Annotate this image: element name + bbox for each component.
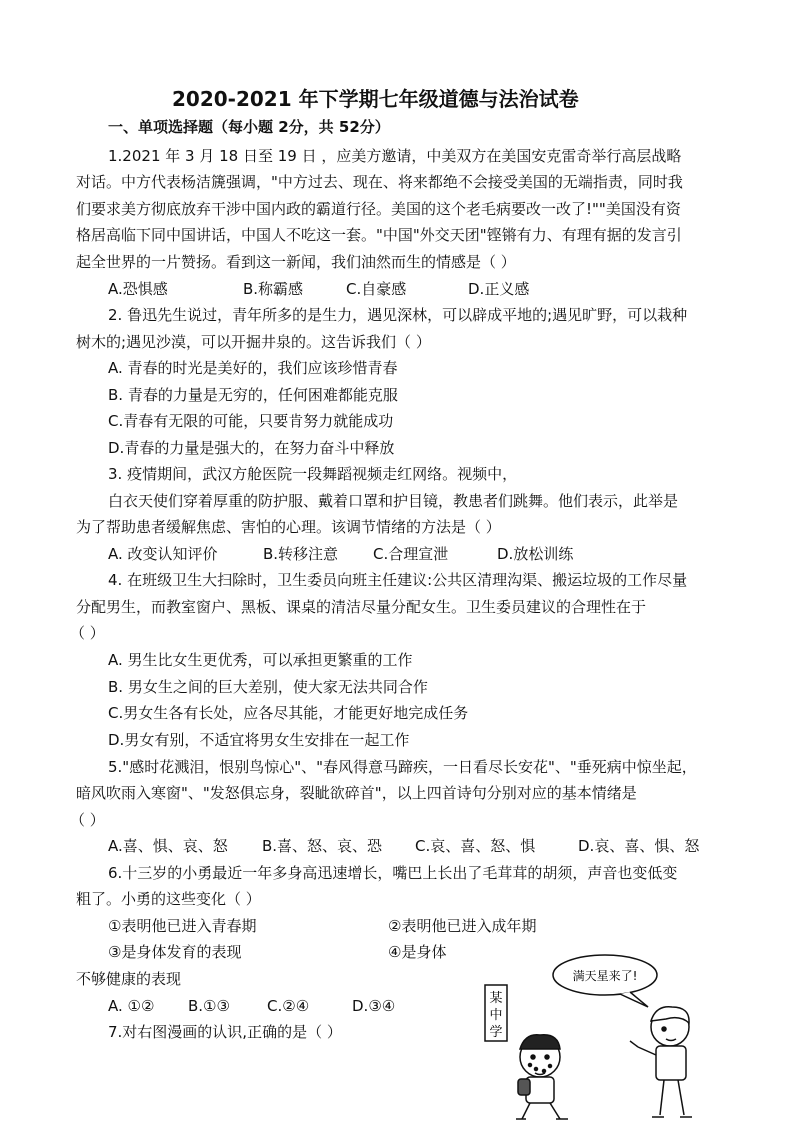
q3-option-d: D.放松训练: [497, 545, 574, 563]
q3-line1: 3. 疫情期间，武汉方舱医院一段舞蹈视频走红网络。视频中，: [108, 465, 518, 483]
q6-option-c: C.②④: [267, 997, 310, 1015]
q7-line1: 7.对右图漫画的认识,正确的是（ ）: [108, 1023, 342, 1041]
q5-option-a: A.喜、惧、哀、怒: [108, 837, 228, 855]
boy-with-pimples: [516, 1035, 568, 1119]
q6-line2: 粗了。小勇的这些变化（ ）: [76, 890, 261, 908]
school-sign-char-3: 学: [489, 1025, 503, 1040]
q1-option-b: B.称霸感: [243, 280, 304, 298]
q2-line2: 树木的;遇见沙漠，可以开掘井泉的。这告诉我们（ ）: [76, 333, 431, 351]
school-sign-char-1: 某: [489, 991, 503, 1006]
q3-option-b: B.转移注意: [263, 545, 339, 563]
q4-line1: 4. 在班级卫生大扫除时，卫生委员向班主任建议:公共区清理沟渠、搬运垃圾的工作尽量: [108, 571, 688, 589]
q5-option-c: C.哀、喜、怒、惧: [415, 837, 536, 855]
q5-option-b: B.喜、怒、哀、恐: [262, 837, 383, 855]
q1-option-a: A.恐惧感: [108, 280, 168, 298]
q3-option-c: C.合理宣泄: [373, 545, 449, 563]
q2-option-c: C.青春有无限的可能，只要肯努力就能成功: [108, 412, 394, 430]
q6-option-d: D.③④: [352, 997, 396, 1015]
q6-option-b: B.①③: [188, 997, 230, 1015]
q4-option-b: B. 男女生之间的巨大差别，使大家无法共同合作: [108, 678, 428, 696]
q6-statement-2: ②表明他已进入成年期: [388, 917, 537, 935]
q6-statement-4: ④是身体: [388, 943, 447, 961]
q6-statement-1: ①表明他已进入青春期: [108, 917, 257, 935]
q5-line1: 5."感时花溅泪，恨别鸟惊心"、"春风得意马蹄疾，一日看尽长安花"、"垂死病中惊坐起，: [108, 758, 697, 776]
q6-line1: 6.十三岁的小勇最近一年多身高迅速增长，嘴巴上长出了毛茸茸的胡须，声音也变低变: [108, 864, 678, 882]
q2-option-d: D.青春的力量是强大的，在努力奋斗中释放: [108, 439, 395, 457]
q2-option-b: B. 青春的力量是无穷的，任何困难都能克服: [108, 386, 398, 404]
q6-statement-4-cont: 不够健康的表现: [76, 970, 182, 988]
section-heading: 一、单项选择题（每小题 2分，共 52分）: [108, 118, 390, 136]
q1-line3: 们要求美方彻底放弃干涉中国内政的霸道行径。美国的这个老毛病要改一改了!""美国没有资: [76, 200, 681, 218]
q1-option-c: C.自豪感: [346, 280, 407, 298]
q3-line2: 白衣天使们穿着厚重的防护服、戴着口罩和护目镜，教患者们跳舞。他们表示，此举是: [108, 492, 679, 510]
q3-line3: 为了帮助患者缓解焦虑、害怕的心理。该调节情绪的方法是（ ）: [76, 518, 501, 536]
q5-line3: （ ）: [70, 811, 105, 829]
q4-line3: （ ）: [70, 624, 105, 642]
q1-line4: 格居高临下同中国讲话，中国人不吃这一套。"中国"外交天团"铿锵有力、有理有据的发言引: [76, 226, 682, 244]
school-sign: [485, 985, 507, 1041]
q4-line2: 分配男生，而教室窗户、黑板、课桌的清洁尽量分配女生。卫生委员建议的合理性在于: [76, 598, 647, 616]
q6-statement-3: ③是身体发育的表现: [108, 943, 242, 961]
cartoon-illustration: [470, 945, 720, 1123]
q5-option-d: D.哀、喜、惧、怒: [578, 837, 700, 855]
boy-pointing: [630, 1007, 692, 1117]
q3-option-a: A. 改变认知评价: [108, 545, 218, 563]
q6-option-a: A. ①②: [108, 997, 155, 1015]
q4-option-d: D.男女有别，不适宜将男女生安排在一起工作: [108, 731, 410, 749]
page-title: 2020-2021 年下学期七年级道德与法治试卷: [172, 87, 579, 111]
school-sign-char-2: 中: [489, 1008, 503, 1023]
q2-option-a: A. 青春的时光是美好的，我们应该珍惜青春: [108, 359, 398, 377]
q1-line5: 起全世界的一片赞扬。看到这一新闻，我们油然而生的情感是（ ）: [76, 253, 516, 271]
q4-option-c: C.男女生各有长处，应各尽其能，才能更好地完成任务: [108, 704, 469, 722]
q2-line1: 2. 鲁迅先生说过，青年所多的是生力，遇见深林，可以辟成平地的;遇见旷野，可以栽种: [108, 306, 688, 324]
q5-line2: 暗风吹雨入寒窗"、"发怒俱忘身，裂眦欲碎首"，以上四首诗句分别对应的基本情绪是: [76, 784, 637, 802]
q1-line1: 1.2021 年 3 月 18 日至 19 日 ，应美方邀请，中美双方在美国安克雷奇举行高层战略: [108, 147, 682, 165]
q1-line2: 对话。中方代表杨洁篪强调，"中方过去、现在、将来都绝不会接受美国的无端指责，同时我: [76, 173, 683, 191]
q1-option-d: D.正义感: [468, 280, 530, 298]
speech-bubble-text: 满天星来了!: [572, 969, 638, 983]
q4-option-a: A. 男生比女生更优秀，可以承担更繁重的工作: [108, 651, 413, 669]
speech-bubble: [553, 955, 657, 1007]
